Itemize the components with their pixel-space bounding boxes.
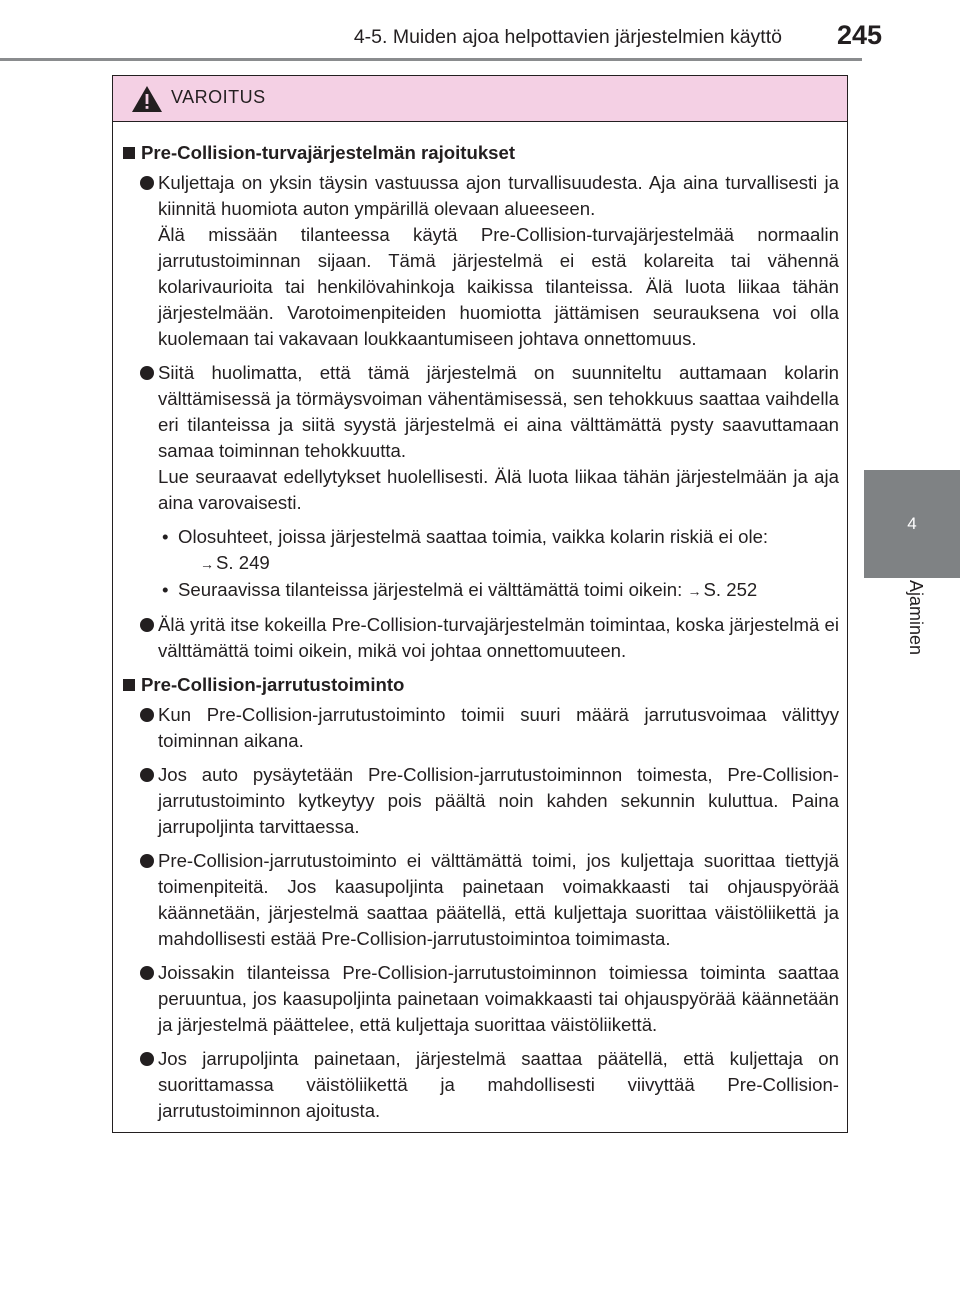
paragraph: Kun Pre-Collision-jarrutustoiminto toimii suuri määrä jarrutusvoimaa välittyy toiminnan aikana.	[158, 704, 839, 751]
circle-bullet-icon	[140, 708, 154, 722]
chapter-tab[interactable]	[864, 470, 960, 578]
square-bullet-icon	[123, 147, 135, 159]
paragraph: Kuljettaja on yksin täysin vastuussa ajon turvallisuudesta. Aja aina turvallisesti ja kiinnitä huomiota auton ympärillä olevaan alueeseen.	[158, 172, 839, 219]
small-dot-icon: •	[162, 526, 169, 547]
sub-list-item	[162, 524, 839, 577]
chapter-side-label-wrap	[864, 580, 960, 670]
square-bullet-icon	[123, 679, 135, 691]
sub-list	[158, 524, 839, 604]
small-dot-icon: •	[162, 579, 169, 600]
warning-triangle-icon	[131, 85, 163, 113]
chapter-tab-number: 4	[907, 514, 917, 533]
list-item	[123, 762, 839, 840]
list-item	[123, 360, 839, 604]
list-item	[123, 848, 839, 952]
list-item	[123, 960, 839, 1038]
paragraph: Siitä huolimatta, että tämä järjestelmä on suunniteltu auttamaan kolarin välttämisessä ja törmäysvoiman vähentämisessä, sen tehokkuus saattaa vaihdella eri tilanteissa ja siitä syystä järjestelmä ei aina välttämättä pysty saavuttamaan samaa toiminnan tehokkuutta.	[158, 362, 839, 461]
list-item	[123, 1046, 839, 1124]
paragraph: Älä missään tilanteessa käytä Pre-Collision-turvajärjestelmää normaalin jarrutustoiminnan sijaan. Tämä järjestelmä ei estä kolareita tai vähennä kolarivaurioita tai henkilövahinkoja kaikissa tilanteissa. Älä luota liikaa tähän järjestelmään. Varotoimenpiteiden huomiotta jättämisen seurauksena voi olla kuolemaan tai vakavaan loukkaantumiseen johtava onnettomuus.	[158, 224, 839, 349]
paragraph: Jos auto pysäytetään Pre-Collision-jarrutustoiminnon toimesta, Pre-Collision-jarrutustoiminto kytkeytyy pois päältä noin kahden sekunnin kuluttua. Paina jarrupoljinta tarvittaessa.	[158, 764, 839, 837]
warning-header	[113, 76, 847, 122]
section-heading-text: Pre-Collision-turvajärjestelmän rajoitukset	[141, 142, 516, 163]
list-item	[123, 170, 839, 352]
page-reference-text: S. 252	[703, 579, 758, 600]
section-heading	[123, 672, 839, 698]
circle-bullet-icon	[140, 854, 154, 868]
warning-title: VAROITUS	[171, 87, 266, 107]
paragraph: Jos jarrupoljinta painetaan, järjestelmä saattaa päätellä, että kuljettaja on suorittamassa väistöliikettä ja mahdollisesti viivyttää Pre-Collision-jarrutustoiminnon ajoitusta.	[158, 1048, 839, 1121]
section-heading-text: Pre-Collision-jarrutustoiminto	[141, 674, 405, 695]
list-item	[123, 612, 839, 664]
warning-box	[112, 75, 848, 1133]
section-heading	[123, 140, 839, 166]
sub-item-text: Olosuhteet, joissa järjestelmä saattaa toimia, vaikka kolarin riskiä ei ole:	[178, 526, 769, 547]
arrow-right-icon: →	[687, 583, 702, 599]
paragraph: Lue seuraavat edellytykset huolellisesti. Älä luota liikaa tähän järjestelmään ja aja aina varovaisesti.	[158, 466, 839, 513]
circle-bullet-icon	[140, 618, 154, 632]
circle-bullet-icon	[140, 176, 154, 190]
arrow-right-icon: →	[200, 556, 214, 572]
page-reference[interactable]	[688, 579, 758, 600]
sub-item-text: Seuraavissa tilanteissa järjestelmä ei välttämättä toimi oikein:	[178, 579, 683, 600]
page-header	[0, 0, 960, 66]
header-divider	[0, 58, 862, 61]
circle-bullet-icon	[140, 1052, 154, 1066]
page-reference-text: S. 249	[216, 552, 270, 573]
chapter-side-label: Ajaminen	[906, 580, 926, 656]
sub-list-item	[162, 577, 839, 604]
circle-bullet-icon	[140, 768, 154, 782]
chapter-title: 4-5. Muiden ajoa helpottavien järjestelmien käyttö	[353, 26, 782, 48]
page-number: 245	[836, 20, 882, 50]
page-reference[interactable]	[178, 552, 270, 573]
circle-bullet-icon	[140, 966, 154, 980]
circle-bullet-icon	[140, 366, 154, 380]
paragraph: Älä yritä itse kokeilla Pre-Collision-turvajärjestelmän toimintaa, koska järjestelmä ei välttämättä toimi oikein, mikä voi johtaa onnettomuuteen.	[158, 614, 839, 661]
paragraph: Joissakin tilanteissa Pre-Collision-jarrutustoiminnon toimiessa toiminta saattaa peruuntua, jos kaasupoljinta painetaan voimakkaasti tai ohjauspyörää käännetään ja järjestelmä päättelee, että kuljettaja suorittaa väistöliikettä.	[158, 962, 839, 1035]
warning-body	[113, 122, 847, 1124]
list-item	[123, 702, 839, 754]
paragraph: Pre-Collision-jarrutustoiminto ei välttämättä toimi, jos kuljettaja suorittaa tiettyjä toimenpiteitä. Jos kaasupoljinta painetaan voimakkaasti tai ohjauspyörää käännetään, järjestelmä saattaa päätellä, että kuljettaja suorittaa väistöliikettä ja mahdollisesti estää Pre-Collision-jarrutustoimintoa toimimasta.	[158, 850, 839, 949]
